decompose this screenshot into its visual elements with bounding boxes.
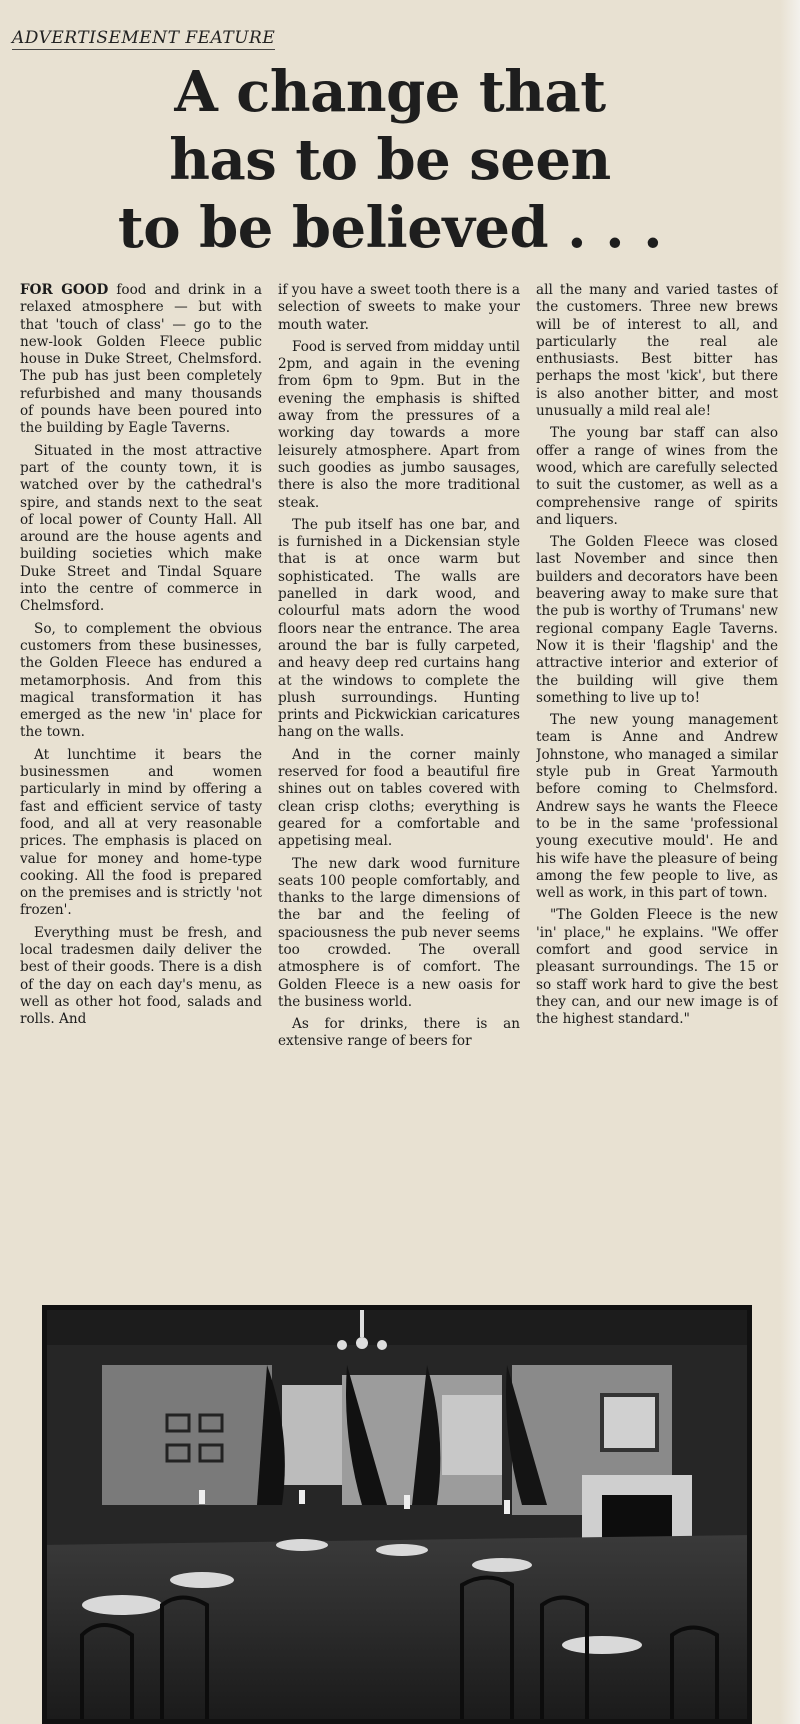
article-column-3 <box>536 282 778 1276</box>
lead-words: FOR GOOD <box>20 282 109 298</box>
paragraph: As for drinks, there is an extensive range of beers for <box>278 1016 520 1050</box>
article-column-2 <box>278 282 520 1276</box>
paragraph: So, to complement the obvious customers from these businesses, the Golden Fleece has endured a metamorphosis. And from this magical transformation it has emerged as the new 'in' place for the town. <box>20 620 262 741</box>
headline-line-3: to be believed . . . <box>117 195 663 261</box>
paragraph: if you have a sweet tooth there is a selection of sweets to make your mouth water. <box>278 282 520 333</box>
paragraph: The new dark wood furniture seats 100 people comfortably, and thanks to the large dimensions of the bar and the feeling of spaciousness the pub never seems too crowded. The overall atmosphere is of comfort. The Golden Fleece is a new oasis for the business world. <box>278 855 520 1010</box>
paragraph <box>20 282 262 438</box>
paragraph: The new young management team is Anne and Andrew Johnstone, who managed a similar style pub in Great Yarmouth before coming to Chelmsford. Andrew says he wants the Fleece to be in the same 'professional young executive mould'. He and his wife have the pleasure of being among the few people to live, as well as work, in this part of town. <box>536 712 778 902</box>
paragraph: Food is served from midday until 2pm, and again in the evening from 6pm to 9pm. But in the evening the emphasis is shifted away from the pressures of a working day towards a more leisurely atmosphere. Apart from such goodies as jumbo sausages, there is also the more traditional steak. <box>278 338 520 511</box>
paragraph-text: food and drink in a relaxed atmosphere — but with that 'touch of class' — go to the new-look Golden Fleece public house in Duke Street, Chelmsford. The pub has just been completely refurbished and many thousands of pounds have been poured into the building by Eagle Taverns. <box>20 282 262 437</box>
paragraph: Situated in the most attractive part of the county town, it is watched over by the cathedral's spire, and stands next to the seat of local power of County Hall. All around are the house agents and building societies which make Duke Street and Tindal Square into the centre of commerce in Chelmsford. <box>20 442 262 615</box>
pub-interior-photo <box>42 1305 752 1724</box>
paragraph: Everything must be fresh, and local tradesmen daily deliver the best of their goods. There is a dish of the day on each day's menu, as well as other hot food, salads and rolls. And <box>20 924 262 1028</box>
paragraph: The young bar staff can also offer a range of wines from the wood, which are carefully selected to suit the customer, as well as a comprehensive range of spirits and liquers. <box>536 425 778 528</box>
advertisement-feature-label: ADVERTISEMENT FEATURE <box>12 28 276 48</box>
headline <box>40 58 740 262</box>
article-column-1 <box>20 282 262 1276</box>
headline-line-1: A change that <box>174 59 606 125</box>
paragraph: "The Golden Fleece is the new 'in' place," he explains. "We offer comfort and good service in pleasant surroundings. The 15 or so staff work hard to give the best they can, and our new image is of the highest standard." <box>536 907 778 1028</box>
paragraph: all the many and varied tastes of the customers. Three new brews will be of interest to all, and particularly the real ale enthusiasts. Best bitter has perhaps the most 'kick', but there is also another bitter, and most unusually a mild real ale! <box>536 282 778 420</box>
paragraph: The Golden Fleece was closed last November and since then builders and decorators have been beavering away to make sure that the pub is worthy of Trumans' new regional company Eagle Taverns. Now it is their 'flagship' and the attractive interior and exterior of the building will give them something to live up to! <box>536 534 778 706</box>
article-body <box>20 282 778 1276</box>
paragraph: The pub itself has one bar, and is furnished in a Dickensian style that is at once warm but sophisticated. The walls are panelled in dark wood, and colourful mats adorn the wood floors near the entrance. The area around the bar is fully carpeted, and heavy deep red curtains hang at the windows to complete the plush surroundings. Hunting prints and Pickwickian caricatures hang on the walls. <box>278 516 520 741</box>
paragraph: And in the corner mainly reserved for food a beautiful fire shines out on tables covered with clean crisp cloths; everything is geared for a comfortable and appetising meal. <box>278 746 520 850</box>
paragraph: At lunchtime it bears the businessmen and women particularly in mind by offering a fast and efficient service of tasty food, and all at very reasonable prices. The emphasis is placed on value for money and home-type cooking. All the food is prepared on the premises and is strictly 'not frozen'. <box>20 746 262 919</box>
headline-line-2: has to be seen <box>169 127 611 193</box>
